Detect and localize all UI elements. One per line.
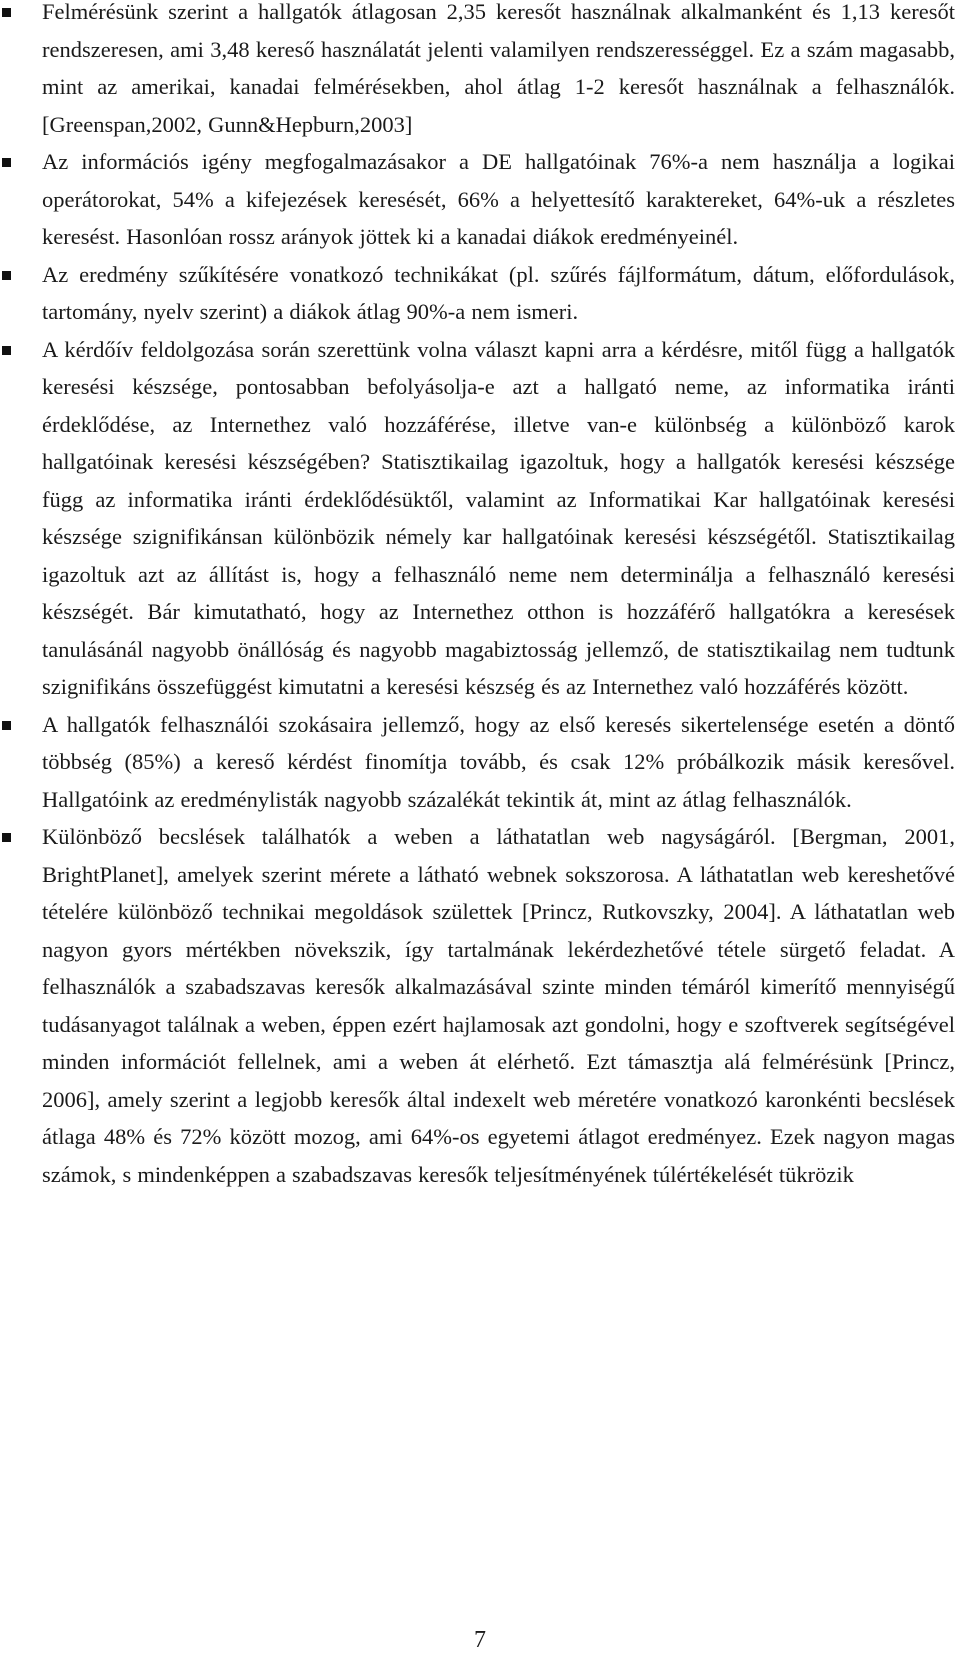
paragraph-text: Felmérésünk szerint a hallgatók átlagosan 2,35 keresőt használnak alkalmanként és 1,13 keresőt rendszeresen, ami 3,48 kereső használatát jelenti valamilyen rendszerességgel. Ez a szám magasabb, mint az amerikai, kanadai felmérésekben, ahol átlag 1-2 keresőt használnak a felhasználók. [Greenspan,2002, Gunn&Hepburn,2003] bbox=[42, 0, 955, 137]
paragraph-text: A hallgatók felhasználói szokásaira jellemző, hogy az első keresés sikertelensége esetén a döntő többség (85%) a kereső kérdést finomítja tovább, és csak 12% próbálkozik másik keresővel. Hallgatóink az eredménylisták nagyobb százalékát tekintik át, mint az átlag felhasználók. bbox=[42, 711, 955, 812]
square-bullet-icon bbox=[2, 271, 11, 280]
list-item bbox=[0, 706, 960, 819]
paragraph-text: Az információs igény megfogalmazásakor a DE hallgatóinak 76%-a nem használja a logikai operátorokat, 54% a kifejezések keresését, 66% a helyettesítő karaktereket, 64%-uk a részletes keresést. Hasonlóan rossz arányok jöttek ki a kanadai diákok eredményeinél. bbox=[42, 149, 955, 249]
list-item bbox=[0, 256, 960, 331]
page-number: 7 bbox=[474, 1627, 486, 1653]
square-bullet-icon bbox=[2, 721, 11, 730]
list-item bbox=[0, 818, 960, 1193]
square-bullet-icon bbox=[2, 346, 11, 355]
paragraph-text: A kérdőív feldolgozása során szerettünk volna választ kapni arra a kérdésre, mitől függ a hallgatók keresési készsége, pontosabban befolyásolja-e azt a hallgató neme, az informatika iránti érdeklődése, az Internethez való hozzáférése, illetve van-e különbség a különböző karok hallgatóinak keresési készségében? Statisztikailag igazoltuk, hogy a hallgatók keresési készsége függ az informatika iránti érdeklődésüktől, valamint az Informatikai Kar hallgatóinak keresési készsége szignifikánsan különbözik némely kar hallgatóinak keresési készségétől. Statisztikailag igazoltuk azt az állítást is, hogy a felhasználó neme nem determinálja a felhasználó keresési készségét. Bár kimutatható, hogy az Internethez otthon is hozzáférő hallgatókra a keresések tanulásánál nagyobb önállóság és nagyobb magabiztosság jellemző, de statisztikailag nem tudtunk szignifikáns összefüggést kimutatni a keresési készség és az Internethez való hozzáférés között. bbox=[42, 336, 955, 699]
square-bullet-icon bbox=[2, 8, 11, 17]
square-bullet-icon bbox=[2, 833, 11, 842]
list-item bbox=[0, 143, 960, 256]
list-item bbox=[0, 0, 960, 143]
paragraph-text: Különböző becslések találhatók a weben a láthatatlan web nagyságáról. [Bergman, 2001, BrightPlanet], amelyek szerint mérete a látható webnek sokszorosa. A láthatatlan web kereshetővé tételére különböző technikai megoldások születtek [Princz, Rutkovszky, 2004]. A láthatatlan web nagyon gyors mértékben növekszik, így tartalmának lekérdezhetővé tétele sürgető feladat. A felhasználók a szabadszavas keresők alkalmazásával szinte minden témáról kimerítő mennyiségű tudásanyagot találnak a weben, éppen ezért hajlamosak azt gondolni, hogy e szoftverek segítségével minden információt fellelnek, ami a weben át elérhető. Ezt támasztja alá felmérésünk [Princz, 2006], amely szerint a legjobb keresők által indexelt web méretére vonatkozó karonkénti becslések átlaga 48% és 72% között mozog, ami 64%-os egyetemi átlagot eredményez. Ezek nagyon magas számok, s mindenképpen a szabadszavas keresők teljesítményének túlértékelését tükrözik bbox=[42, 824, 955, 1187]
square-bullet-icon bbox=[2, 158, 11, 167]
paragraph-text: Az eredmény szűkítésére vonatkozó technikákat (pl. szűrés fájlformátum, dátum, előfordulások, tartomány, nyelv szerint) a diákok átlag 90%-a nem ismeri. bbox=[42, 261, 955, 324]
list-item bbox=[0, 331, 960, 706]
